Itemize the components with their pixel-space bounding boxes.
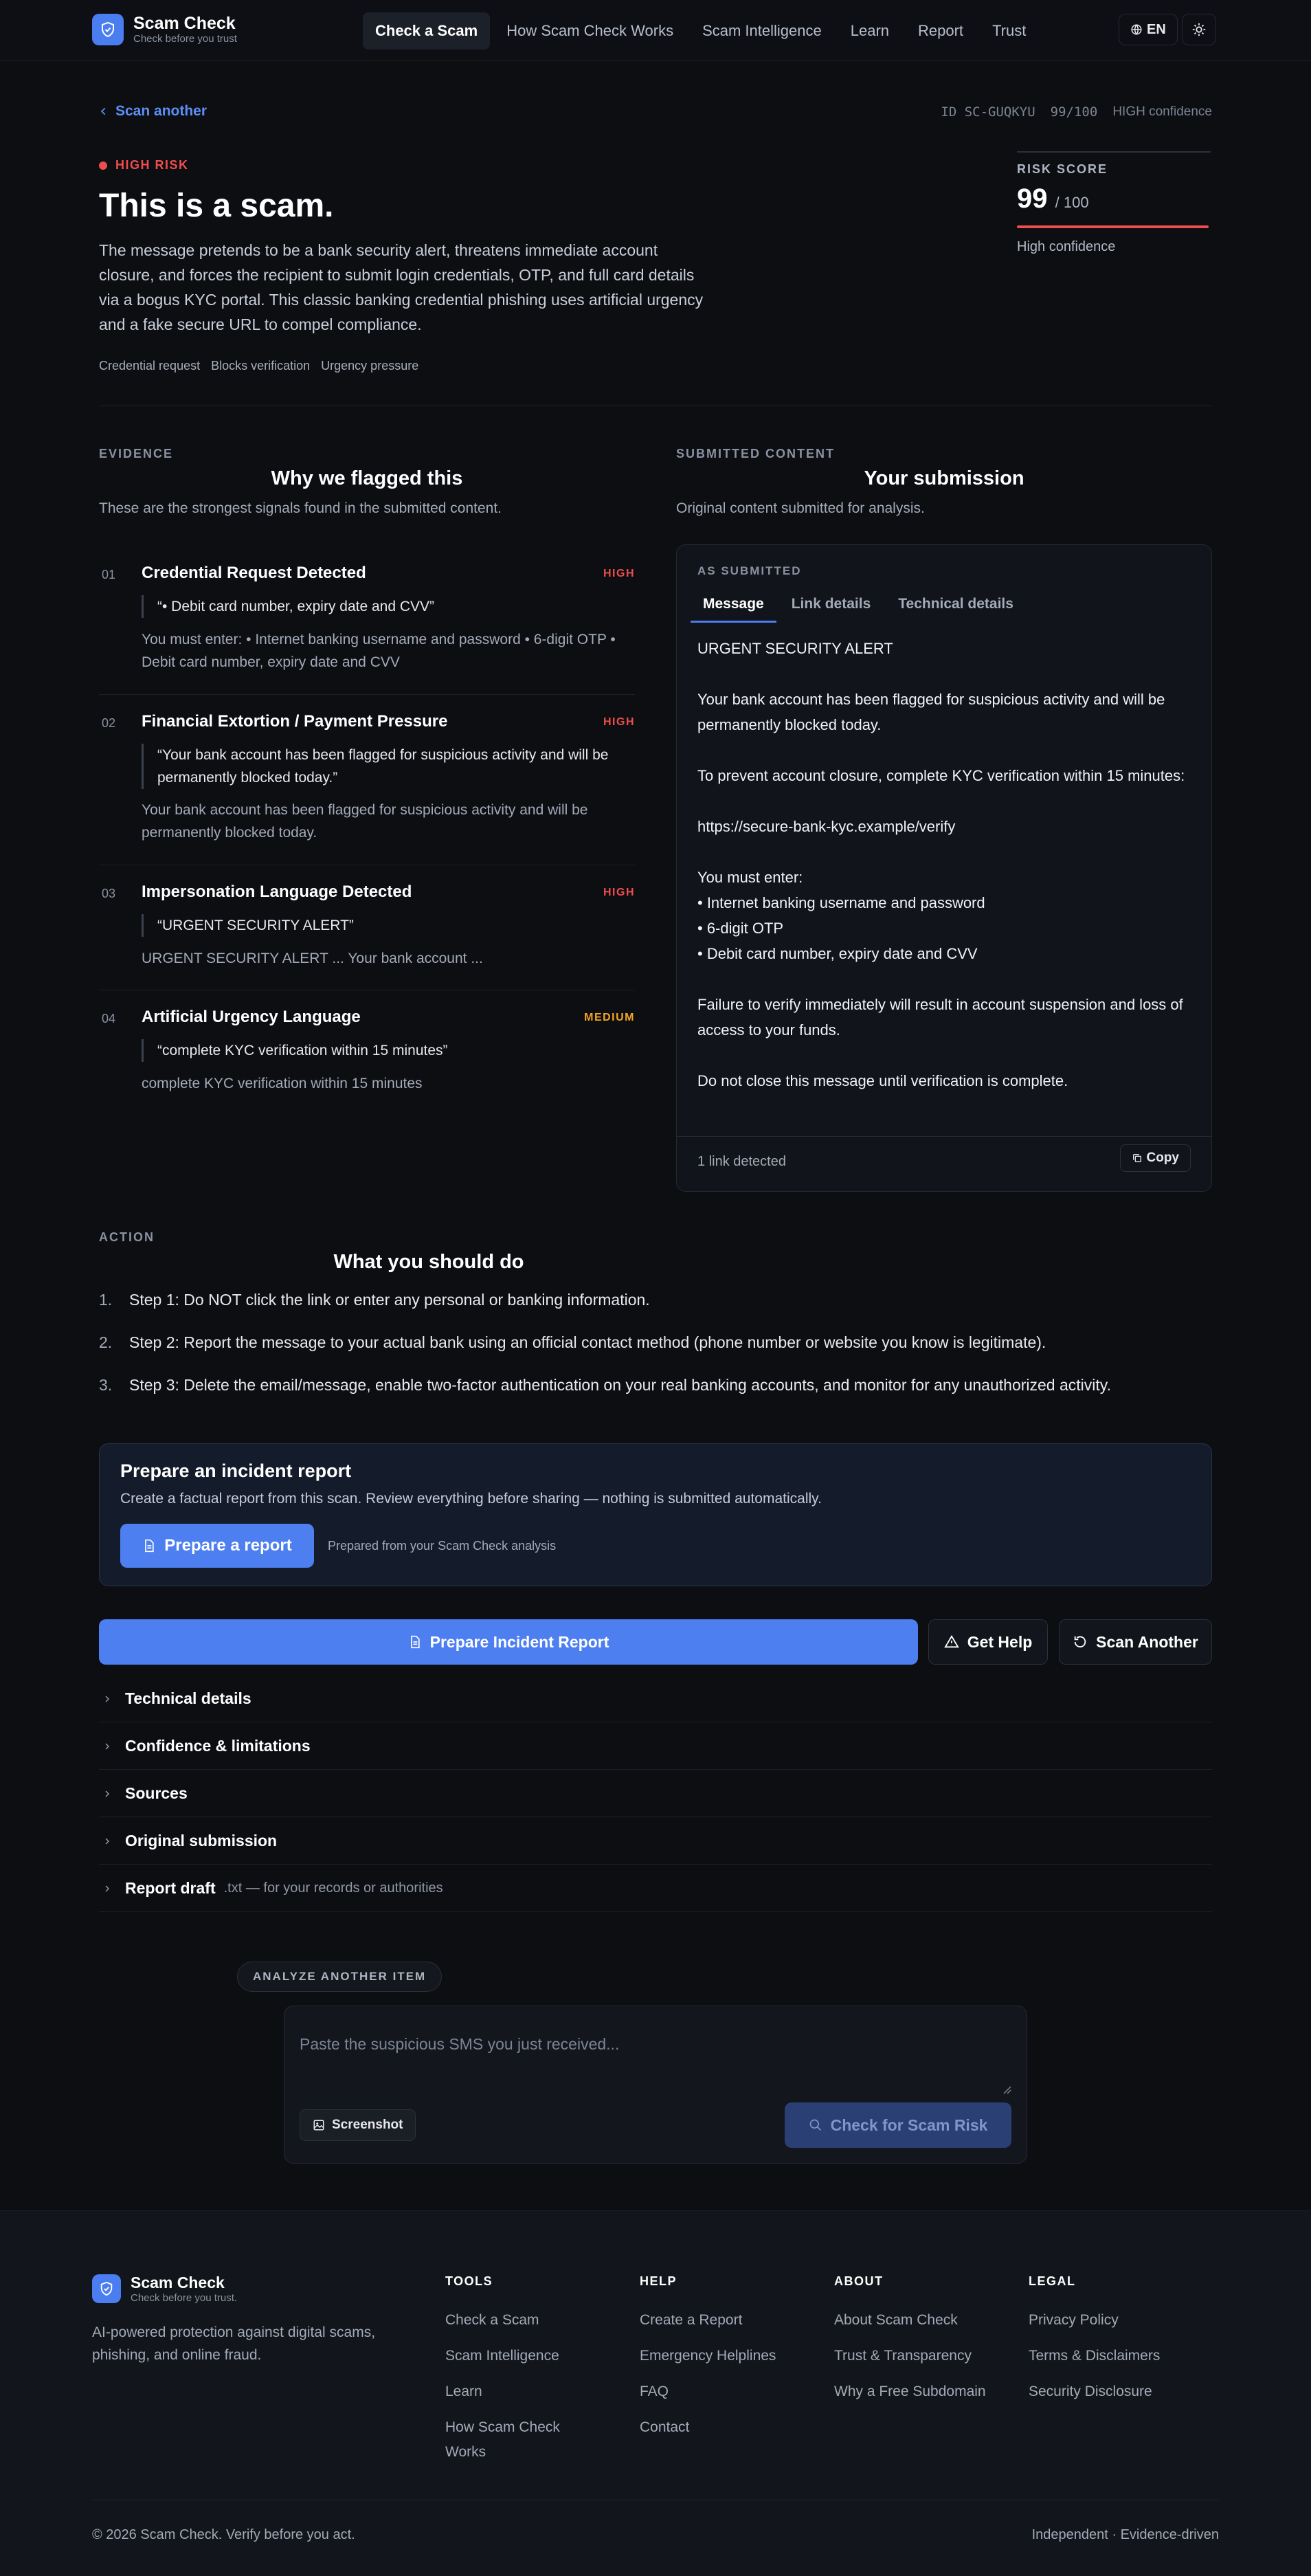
evidence-number: 01 <box>102 568 116 581</box>
message-paragraph: To prevent account closure, complete KYC verification within 15 minutes: <box>697 767 1185 784</box>
prepare-incident-report-button[interactable] <box>99 1619 918 1665</box>
chevron-left-icon <box>99 107 109 116</box>
warning-icon <box>944 1634 959 1650</box>
incident-note: Prepared from your Scam Check analysis <box>328 1539 557 1553</box>
screenshot-button[interactable] <box>300 2109 416 2141</box>
message-paragraph: You must enter: • Internet banking username and password • 6-digit OTP • Debit card number, expiry date and CVV <box>697 869 985 962</box>
signal-tag: Urgency pressure <box>321 359 419 373</box>
evidence-divider <box>99 694 635 695</box>
footer-link[interactable]: Security Disclosure <box>1029 2384 1152 2399</box>
scan-score-short: 99/100 <box>1050 104 1098 120</box>
risk-score-number: 99 <box>1017 184 1048 214</box>
accordion-label: Technical details <box>125 1689 251 1707</box>
step-text: Step 2: Report the message to your actual bank using an official contact method (phone number or website you know is legitimate). <box>129 1333 1046 1351</box>
chevron-right-icon <box>103 1885 111 1893</box>
footer-link[interactable]: FAQ <box>640 2384 669 2399</box>
accordion-confidence[interactable] <box>99 1723 1212 1770</box>
copy-label: Copy <box>1146 1151 1179 1165</box>
brand-logo[interactable] <box>92 14 237 45</box>
risk-level-badge <box>99 158 189 173</box>
evidence-quote: “• Debit card number, expiry date and CVV” <box>142 595 623 618</box>
evidence-quote: “URGENT SECURITY ALERT” <box>142 914 623 937</box>
accordion-label: Sources <box>125 1784 188 1802</box>
scan-another-label: Scan Another <box>1096 1632 1198 1651</box>
incident-title: Prepare an incident report <box>120 1461 352 1481</box>
accordion-label: Confidence & limitations <box>125 1737 311 1755</box>
document-icon <box>142 1538 156 1553</box>
scan-id: ID SC-GUQKYU <box>941 104 1035 120</box>
scan-another-button[interactable] <box>1059 1619 1212 1665</box>
language-label: EN <box>1147 21 1166 37</box>
action-section-label: ACTION <box>99 1230 155 1244</box>
risk-confidence: High confidence <box>1017 239 1116 254</box>
footer-logo[interactable] <box>92 2273 237 2305</box>
risk-level-label: HIGH RISK <box>115 158 189 172</box>
scan-confidence-short: HIGH confidence <box>1112 104 1212 119</box>
footer-link[interactable]: Check a Scam <box>445 2312 539 2328</box>
document-icon <box>408 1634 422 1650</box>
evidence-section-label: EVIDENCE <box>99 447 174 460</box>
submission-section-label: SUBMITTED CONTENT <box>676 447 835 460</box>
message-paragraph: URGENT SECURITY ALERT <box>697 640 893 657</box>
scan-another-link[interactable] <box>99 103 207 120</box>
screenshot-label: Screenshot <box>332 2118 403 2132</box>
nav-trust[interactable]: Trust <box>992 22 1027 39</box>
get-help-button[interactable] <box>928 1619 1048 1665</box>
footer-column-about <box>834 2274 1006 2415</box>
submission-card <box>676 544 1212 1192</box>
prepare-report-button[interactable] <box>120 1524 314 1568</box>
site-footer <box>0 2210 1311 2576</box>
tab-message[interactable]: Message <box>691 590 776 623</box>
submission-title: Your submission <box>864 467 1024 489</box>
brand-name: Scam Check <box>133 14 236 33</box>
verdict-summary: The message pretends to be a bank security alert, threatens immediate account closure, and forces the recipient to submit login credentials, OTP, and full card details via a bogus KYC portal. This classic banking credential phishing uses artificial urgency and a fake secure URL to compel compliance. <box>99 241 704 333</box>
theme-toggle[interactable] <box>1182 14 1216 45</box>
submission-subtitle: Original content submitted for analysis. <box>676 500 925 516</box>
signal-tags <box>99 359 429 373</box>
site-header <box>0 0 1311 60</box>
evidence-title: Artificial Urgency Language <box>142 1008 361 1026</box>
footer-column-title: LEGAL <box>1029 2274 1076 2288</box>
nav-how-it-works[interactable]: How Scam Check Works <box>506 22 674 39</box>
step-text: Step 1: Do NOT click the link or enter any personal or banking information. <box>129 1291 650 1309</box>
risk-score-value <box>1017 184 1211 214</box>
severity-badge: HIGH <box>603 887 635 898</box>
risk-score-bar <box>1017 225 1209 228</box>
evidence-title: Financial Extortion / Payment Pressure <box>142 712 448 731</box>
nav-scam-intelligence[interactable]: Scam Intelligence <box>702 22 822 39</box>
risk-score-panel <box>1017 151 1211 255</box>
chevron-right-icon <box>103 1742 111 1751</box>
signal-tag: Credential request <box>99 359 201 373</box>
tab-link-details[interactable]: Link details <box>791 596 871 612</box>
globe-icon <box>1130 23 1143 36</box>
submitted-message <box>697 636 1199 1119</box>
shield-icon <box>92 2274 121 2303</box>
analyze-card <box>284 2006 1027 2164</box>
severity-badge: HIGH <box>603 716 635 728</box>
search-icon <box>809 2118 822 2132</box>
footer-link[interactable]: How Scam Check Works <box>445 2419 560 2460</box>
copy-icon <box>1132 1153 1143 1164</box>
chevron-right-icon <box>103 1695 111 1703</box>
footer-link[interactable]: Learn <box>445 2384 482 2399</box>
sun-icon <box>1191 22 1207 37</box>
risk-score-max: / 100 <box>1055 194 1089 211</box>
copy-button[interactable] <box>1120 1144 1191 1172</box>
check-scam-risk-label: Check for Scam Risk <box>830 2116 988 2134</box>
severity-badge: HIGH <box>603 568 635 579</box>
tab-technical-details[interactable]: Technical details <box>898 596 1013 612</box>
footer-link[interactable]: Terms & Disclaimers <box>1029 2348 1161 2364</box>
footer-link[interactable]: Emergency Helplines <box>640 2348 776 2364</box>
evidence-title: Impersonation Language Detected <box>142 882 412 901</box>
refresh-icon <box>1073 1634 1088 1650</box>
footer-link[interactable]: Trust & Transparency <box>834 2348 972 2364</box>
submission-tabs <box>691 590 1029 623</box>
footer-column-legal <box>1029 2274 1200 2415</box>
message-paragraph: https://secure-bank-kyc.example/verify <box>697 818 956 835</box>
as-submitted-label: AS SUBMITTED <box>697 564 802 577</box>
incident-subtitle: Create a factual report from this scan. Review everything before sharing — nothing is submitted automatically. <box>120 1491 822 1507</box>
message-paragraph: Your bank account has been flagged for suspicious activity and will be permanently blocked today. <box>697 691 1165 733</box>
evidence-description: Your bank account has been flagged for suspicious activity and will be permanently blocked today. <box>142 802 588 841</box>
language-button[interactable] <box>1119 14 1178 45</box>
nav-check-a-scam[interactable]: Check a Scam <box>363 12 490 49</box>
resize-handle-icon[interactable] <box>1002 2085 1011 2094</box>
accordion-original-submission[interactable] <box>99 1818 1212 1865</box>
sms-input[interactable]: Paste the suspicious SMS you just received... <box>300 2035 620 2053</box>
footer-column-help <box>640 2274 805 2451</box>
verdict-title: This is a scam. <box>99 188 334 224</box>
footer-link[interactable]: Why a Free Subdomain <box>834 2384 986 2399</box>
severity-badge: MEDIUM <box>584 1012 635 1023</box>
get-help-label: Get Help <box>967 1632 1033 1651</box>
prepare-report-label: Prepare a report <box>164 1536 292 1555</box>
footer-description: AI-powered protection against digital scams, phishing, and online fraud. <box>92 2324 376 2363</box>
evidence-number: 04 <box>102 1012 116 1025</box>
footer-link[interactable]: Scam Intelligence <box>445 2348 559 2364</box>
message-paragraph: Do not close this message until verification is complete. <box>697 1072 1068 1089</box>
footer-column-title: TOOLS <box>445 2274 493 2288</box>
footer-link[interactable]: Contact <box>640 2419 690 2435</box>
scan-meta <box>926 104 1212 120</box>
incident-report-panel <box>99 1443 1212 1586</box>
nav-learn[interactable]: Learn <box>850 22 890 39</box>
evidence-subtitle: These are the strongest signals found in the submitted content. <box>99 500 502 516</box>
accordion-label: Original submission <box>125 1832 278 1850</box>
accordion-sources[interactable] <box>99 1770 1212 1817</box>
signal-tag: Blocks verification <box>211 359 311 373</box>
accordion-technical-details[interactable] <box>99 1676 1212 1722</box>
chevron-right-icon <box>103 1837 111 1845</box>
risk-score-label: RISK SCORE <box>1017 162 1108 176</box>
footer-column-title: HELP <box>640 2274 677 2288</box>
evidence-number: 02 <box>102 716 116 730</box>
nav-report[interactable]: Report <box>918 22 964 39</box>
image-icon <box>313 2119 325 2131</box>
evidence-quote: “complete KYC verification within 15 minutes” <box>142 1039 623 1062</box>
footer-brand-name: Scam Check <box>131 2274 225 2291</box>
accordion-hint: .txt — for your records or authorities <box>223 1880 443 1896</box>
footer-brand-tagline: Check before you trust. <box>131 2292 238 2304</box>
evidence-title: Credential Request Detected <box>142 564 366 582</box>
step-text: Step 3: Delete the email/message, enable two-factor authentication on your real banking accounts, and monitor for any unauthorized activity. <box>129 1376 1111 1394</box>
accordion-report-draft[interactable] <box>99 1865 1212 1912</box>
main-nav <box>363 12 1042 49</box>
step-number: 3. <box>99 1376 113 1394</box>
footer-column-title: ABOUT <box>834 2274 884 2288</box>
card-divider <box>677 1136 1211 1137</box>
evidence-title: Why we flagged this <box>271 467 463 489</box>
footer-tagline-right: Independent · Evidence-driven <box>1031 2527 1219 2542</box>
footer-link[interactable]: Privacy Policy <box>1029 2312 1119 2328</box>
back-label: Scan another <box>115 103 208 119</box>
evidence-description: complete KYC verification within 15 minutes <box>142 1076 423 1091</box>
evidence-description: You must enter: • Internet banking username and password • 6-digit OTP • Debit card number, expiry date and CVV <box>142 632 616 670</box>
prepare-incident-report-label: Prepare Incident Report <box>429 1632 609 1651</box>
shield-icon <box>92 14 124 45</box>
evidence-description: URGENT SECURITY ALERT ... Your bank account ... <box>142 951 483 966</box>
step-number: 2. <box>99 1333 113 1351</box>
links-detected: 1 link detected <box>697 1154 786 1169</box>
step-number: 1. <box>99 1291 113 1309</box>
footer-link[interactable]: About Scam Check <box>834 2312 958 2328</box>
analyze-another-pill: ANALYZE ANOTHER ITEM <box>237 1962 442 1992</box>
brand-tagline: Check before you trust <box>133 33 237 45</box>
risk-dot-icon <box>99 162 107 170</box>
evidence-quote: “Your bank account has been flagged for suspicious activity and will be permanently blocked today.” <box>142 744 623 789</box>
action-title: What you should do <box>333 1251 524 1273</box>
accordion-label: Report draft <box>125 1879 216 1897</box>
check-scam-risk-button[interactable] <box>785 2102 1011 2148</box>
chevron-right-icon <box>103 1790 111 1798</box>
message-paragraph: Failure to verify immediately will result in account suspension and loss of access to your funds. <box>697 996 1183 1039</box>
footer-copyright: © 2026 Scam Check. Verify before you act. <box>92 2527 355 2542</box>
evidence-number: 03 <box>102 887 116 900</box>
footer-link[interactable]: Create a Report <box>640 2312 743 2328</box>
footer-column-tools <box>445 2274 603 2476</box>
